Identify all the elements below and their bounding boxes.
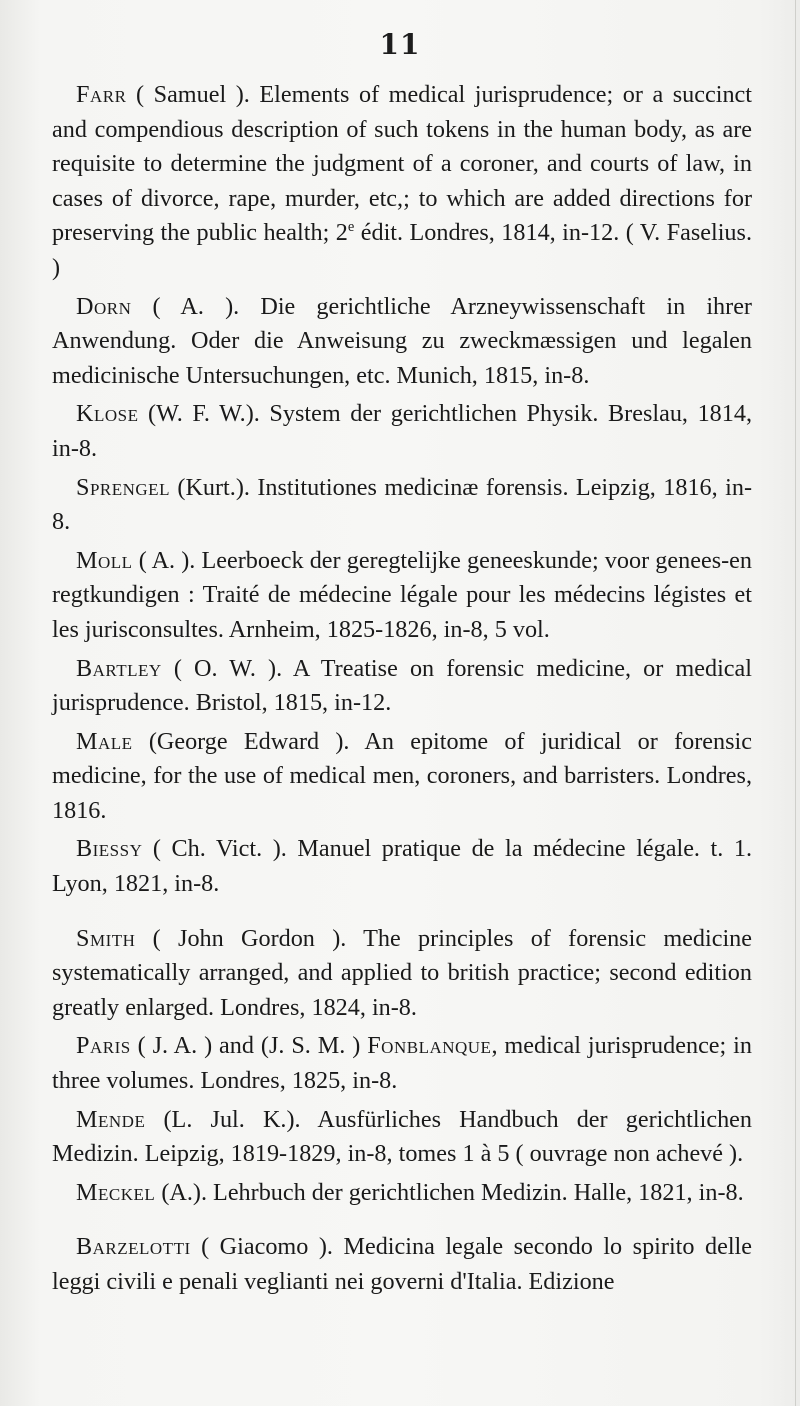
- entry-farr: [52, 78, 752, 286]
- entry-text: (W. F. W.). System der gerichtlichen Physik. Breslau, 1814, in-8.: [52, 400, 752, 462]
- entry-author: Sprengel: [76, 473, 170, 501]
- entry-text-after: édit. Londres, 1814, in-12. ( V. Faselius. ): [52, 219, 752, 281]
- entry-paris: [52, 1029, 752, 1098]
- page-edge: [795, 0, 796, 1406]
- entry-author: Male: [76, 727, 133, 755]
- entry-author: Mende: [76, 1105, 146, 1133]
- entry-text: ( J. A. ) and (J. S. M. ): [130, 1032, 368, 1060]
- entry-dorn: [52, 290, 752, 394]
- entry-mende: [52, 1103, 752, 1172]
- entry-bartley: [52, 652, 752, 721]
- entry-biessy: [52, 832, 752, 901]
- entry-author: Biessy: [76, 835, 143, 863]
- page-number: 11: [379, 28, 421, 61]
- entry-male: [52, 725, 752, 829]
- entry-text: (Kurt.). Institutiones medicinæ forensis. Leipzig, 1816, in-8.: [52, 473, 752, 536]
- bibliography-list: [52, 78, 752, 1304]
- entry-author: Farr: [76, 81, 127, 108]
- entry-barzelotti: [52, 1230, 752, 1299]
- entry-author: Moll: [76, 546, 133, 574]
- entry-author: Meckel: [76, 1178, 156, 1206]
- entry-text: ( Giacomo ). Medicina legale secondo lo spirito delle leggi civili e penali veglianti nei governi d'Italia. Edizione: [52, 1233, 752, 1295]
- entry-text: ( A. ). Leerboeck der geregtelijke geneeskunde; voor genees-en regtkundigen : Traité de médecine légale pour les médecins légistes et les jurisconsultes. Arnheim, 1825-1826, in-8, 5 vol.: [52, 546, 752, 643]
- entry-text: ( O. W. ). A Treatise on forensic medicine, or medical jurisprudence. Bristol, 1815, in-12.: [52, 654, 752, 717]
- entry-coauthor: Fonblanque: [367, 1032, 492, 1060]
- entry-klose: [52, 397, 752, 466]
- entry-text: ( A. ). Die gerichtliche Arzneywissenschaft in ihrer Anwendung. Oder die Anweisung zu zweckmæssigen und legalen medicinische Untersuchungen, etc. Munich, 1815, in-8.: [52, 292, 752, 389]
- entry-text: (George Edward ). An epitome of juridical or forensic medicine, for the use of medical men, coroners, and barristers. Londres, 1816.: [52, 727, 752, 824]
- entry-text: (L. Jul. K.). Ausfürliches Handbuch der gerichtlichen Medizin. Leipzig, 1819-1829, in-8, tomes 1 à 5 ( ouvrage non achevé ).: [52, 1105, 752, 1168]
- entry-sprengel: [52, 471, 752, 540]
- entry-author: Klose: [76, 400, 139, 428]
- entry-text: ( Ch. Vict. ). Manuel pratique de la médecine légale. t. 1. Lyon, 1821, in-8.: [52, 835, 752, 898]
- entry-meckel: [52, 1176, 752, 1211]
- entry-author: Barzelotti: [76, 1233, 191, 1261]
- entry-text: ( John Gordon ). The principles of forensic medicine systematically arranged, and applied to british practice; second edition greatly enlarged. Londres, 1824, in-8.: [52, 924, 752, 1021]
- entry-author: Smith: [76, 924, 136, 952]
- entry-smith: [52, 922, 752, 1026]
- entry-author: Paris: [76, 1032, 131, 1060]
- entry-text-after: , medical jurisprudence; in three volumes. Londres, 1825, in-8.: [52, 1032, 752, 1095]
- entry-moll: [52, 544, 752, 648]
- entry-superscript: e: [347, 219, 355, 236]
- entry-text: ( Samuel ). Elements of medical jurisprudence; or a succinct and compendious description of such tokens in the human body, as are requisite to determine the judgment of a coroner, and courts of law, in cases of divorce, rape, murder, etc,; to which are added directions for preserving the public health; 2: [52, 81, 752, 247]
- entry-author: Bartley: [76, 654, 162, 682]
- entry-author: Dorn: [76, 292, 132, 320]
- entry-text: (A.). Lehrbuch der gerichtlichen Medizin. Halle, 1821, in-8.: [155, 1178, 744, 1206]
